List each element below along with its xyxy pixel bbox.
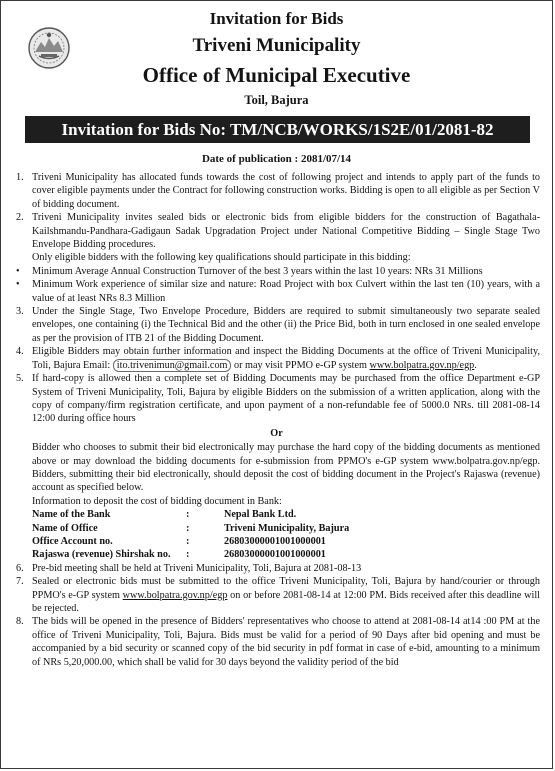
clause-text: Triveni Municipality invites sealed bids or electronic bids from eligible bidders for the construction of Bagathala-Kailshmandu-Pandhara-Gadigaun Sadak Upgradation Project under National Competitive Bidding – Single Stage Two Envelope Bidding procedures.: [32, 212, 540, 251]
bullet-icon: •: [16, 265, 20, 277]
clause-4: [13, 345, 540, 372]
bank-value: 26803000001001000001: [224, 549, 326, 561]
qualification-bullet: [13, 265, 540, 278]
qualification-bullet: [13, 278, 540, 305]
egp-link[interactable]: www.bolpatra.gov.np/egp: [122, 589, 228, 601]
clause-text-part: on or before 2081-08-14 at 12:00 PM. Bids received after this deadline will be rejected.: [32, 589, 541, 614]
bank-sep: :: [186, 549, 190, 561]
clause-text-part: Eligible Bidders may obtain further information and inspect the Bidding Documents at the office of Triveni Municipality, Toli, Bajura Email:: [32, 346, 540, 371]
clause-text: [32, 575, 540, 615]
header-title: Invitation for Bids: [209, 9, 344, 28]
clause-text: Triveni Municipality has allocated funds towards the cost of following project and intends to apply part of the funds to cover eligible payments under the Contract for following construction works. Bidding is open to all eligible as per Section V of bidding document.: [32, 172, 540, 210]
office-location: Toil, Bajura: [244, 93, 309, 107]
qualification-intro: Only eligible bidders with the following key qualifications should participate in this bidding:: [32, 252, 411, 264]
clause-2: [13, 211, 540, 251]
office-name: Office of Municipal Executive: [142, 63, 411, 87]
table-row: [32, 522, 349, 535]
bid-number-banner: Invitation for Bids No: TM/NCB/WORKS/1S2E/01/2081-82: [25, 116, 530, 143]
clause-8: [13, 615, 540, 669]
bullet-text: Minimum Work experience of similar size and nature: Road Project with box Culvert within the last ten (10) years, with a value of at least NRs 8.3 Million: [32, 279, 540, 304]
bank-label: Rajaswa (revenue) Shirshak no.: [32, 549, 171, 561]
bank-label: Name of the Bank: [32, 509, 111, 521]
clause-text-part: Sealed or electronic bids must be submitted to the office Triveni Municipality, Toli, Bajura by hand/courier or through PPMO's e-GP system: [32, 576, 540, 601]
bank-value: Nepal Bank Ltd.: [224, 509, 297, 521]
clause-text: Pre-bid meeting shall be held at Triveni Municipality, Toli, Bajura at 2081-08-13: [32, 562, 362, 574]
clause-text-part: or may visit PPMO e-GP system: [231, 359, 370, 371]
clause-number: 5.: [16, 373, 24, 385]
bank-sep: :: [186, 522, 190, 534]
clause-text: Under the Single Stage, Two Envelope Procedure, Bidders are required to submit simultaneously two separate sealed envelopes, one containing (i) the Technical Bid and the other (ii) the Price Bid, both in turn enclosed in one sealed envelope as per the provision of ITB 21 of the Bidding Document.: [32, 306, 540, 344]
bank-info-intro: Information to deposit the cost of bidding document in Bank:: [32, 495, 282, 507]
bank-details: [13, 508, 540, 562]
bank-value: 26803000001001000001: [224, 535, 326, 547]
clause-number: 7.: [16, 576, 24, 588]
clause-number: 8.: [16, 616, 24, 628]
table-row: [32, 535, 349, 548]
bank-sep: :: [186, 535, 190, 547]
clause-number: 2.: [16, 212, 24, 224]
or-separator: Or: [270, 427, 283, 439]
clause-7: [13, 575, 540, 615]
notice-body: [13, 171, 540, 669]
clause-text: [32, 345, 540, 372]
bullet-icon: •: [16, 279, 20, 291]
bank-sep: :: [186, 509, 190, 521]
notice-header: [1, 1, 552, 113]
egp-link[interactable]: www.bolpatra.gov.np/egp: [369, 359, 475, 371]
electronic-bid-text: Bidder who chooses to submit their bid electronically may purchase the hard copy of the bidding documents as mentioned above or may download the bidding documents for e-submission from PPMO's e-GP system www.bolpatra.gov.np/egp. Bidders, submitting their bid electronically, should deposit the cost of bidding document in the Project's Rajaswa (revenue) account as specified below.: [32, 442, 540, 494]
clause-6: [13, 562, 540, 575]
clause-number: 4.: [16, 346, 24, 358]
bank-value: Triveni Municipality, Bajura: [224, 522, 350, 534]
clause-1: [13, 171, 540, 211]
clause-number: 1.: [16, 172, 24, 183]
clause-5: [13, 372, 540, 426]
bullet-text: Minimum Average Annual Construction Turnover of the best 3 years within the last 10 years: NRs 31 Millions: [32, 265, 483, 277]
clause-3: [13, 305, 540, 345]
clause-text: The bids will be opened in the presence of Bidders' representatives who choose to attend at 2081-08-14 at14 :00 PM at the office of Triveni Municipality, Toli, Bajura. Bids must be valid for a period of 90 Days after bid opening and must be accompanied by a bid security or scanned copy of the bid security in pdf format in case of e-bid, amounting to a minimum of NRs 5,20,000.00, which shall be valid for 30 days beyond the validity period of the bid: [32, 616, 540, 668]
municipality-name: Triveni Municipality: [192, 35, 361, 56]
email-link[interactable]: ito.trivenimun@gmail.com: [113, 359, 232, 372]
bank-details-table: [32, 508, 349, 562]
bank-label: Name of Office: [32, 522, 98, 534]
clause-number: 3.: [16, 306, 24, 318]
clause-number: 6.: [16, 562, 24, 574]
bank-label: Office Account no.: [32, 535, 113, 547]
publication-date: Date of publication : 2081/07/14: [201, 153, 352, 165]
clause-text: If hard-copy is allowed then a complete set of Bidding Documents may be purchased from the office Department e-GP System of Triveni Municipality, Toli, Bajura by eligible Bidders on the submission of a written application, along with the copy of company/firm registration certificate, and upon payment of a non-refundable fee of 5000.0 NRs. till 2081-08-14 12:00 during office hours: [32, 373, 540, 425]
table-row: [32, 508, 349, 521]
clause-text-part: .: [474, 359, 477, 371]
table-row: [32, 548, 349, 561]
